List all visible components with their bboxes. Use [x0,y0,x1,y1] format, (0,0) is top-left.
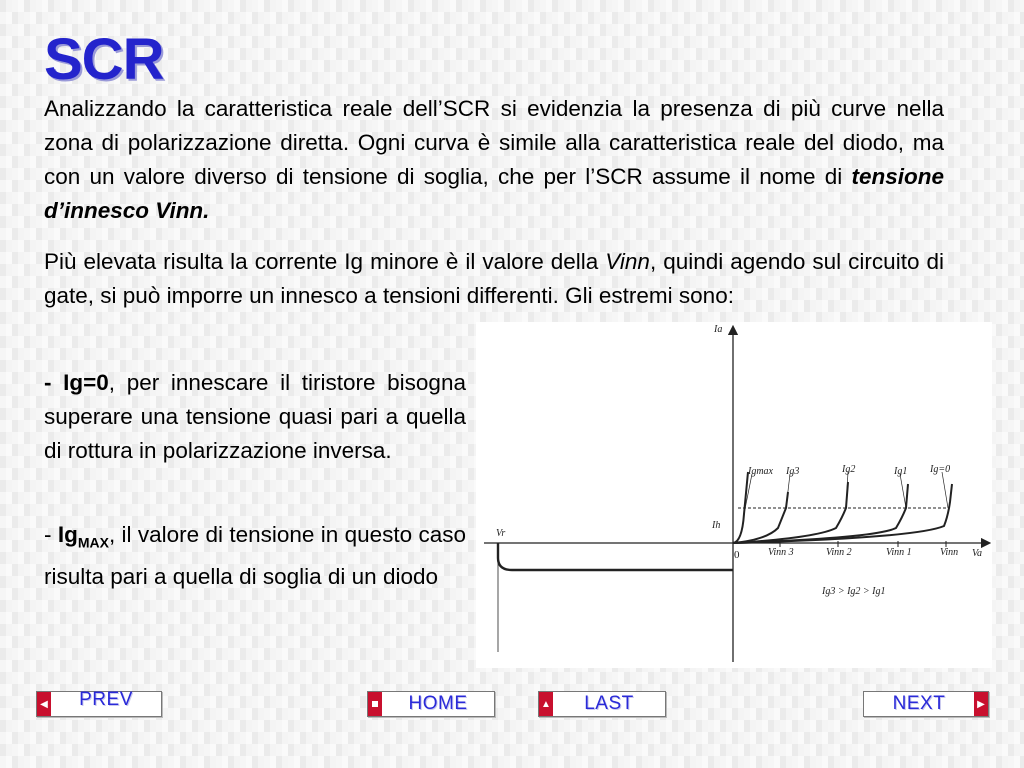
paragraph-intro-emphasis: tensione d’innesco Vinn. [44,164,944,223]
label-ig1: Ig1 [894,466,908,477]
label-vr: Vr [496,528,506,539]
scr-characteristic-diagram [476,322,992,668]
label-ig3: Ig3 [786,466,800,477]
curve-ig1 [733,484,908,543]
paragraph-gate-text-a: Più elevata risulta la corrente Ig minore è il valore della [44,249,606,274]
reverse-curve [498,543,733,570]
paragraph-gate-italic: Vinn [605,249,650,274]
home-square-icon [368,692,382,716]
arrow-up-icon: ▲ [539,692,553,716]
paragraph-gate-current [44,245,944,313]
paragraph-ig-zero-label: - Ig=0 [44,370,109,395]
curve-ig0 [733,484,952,543]
label-va: Va [972,548,982,559]
label-relation: Ig3 > Ig2 > Ig1 [822,586,886,597]
prev-button[interactable] [36,691,162,717]
label-ig0: Ig=0 [930,464,951,475]
paragraph-intro-text: Analizzando la caratteristica reale dell’SCR si evidenzia la presenza di più curve nella zona di polarizzazione diretta. Ogni curva è simile alla caratteristica reale del diodo, ma con un valore diverso di tensione di soglia, che per l’SCR assume il nome di [44,96,944,189]
scr-characteristic-svg [476,322,992,668]
paragraph-ig-max-label: Ig [57,522,78,547]
label-ih: Ih [712,520,721,531]
label-vinn3: Vinn 3 [768,547,794,558]
label-origin: 0 [734,549,740,561]
arrow-right-icon: ▶ [974,692,988,716]
paragraph-ig-max-text: , il valore di tensione in questo caso risulta pari a quella di soglia di un diodo [44,522,466,589]
next-button[interactable] [863,691,989,717]
paragraph-ig-max-prefix: - [44,522,58,547]
label-ia: Ia [714,324,723,335]
paragraph-ig-zero [44,366,466,468]
arrow-left-icon: ◀ [37,692,51,716]
paragraph-ig-max [44,518,466,594]
label-vinn2: Vinn 2 [826,547,852,558]
home-button[interactable] [367,691,495,717]
last-button[interactable] [538,691,666,717]
paragraph-ig-zero-text: , per innescare il tiristore bisogna superare una tensione quasi pari a quella di rottura in polarizzazione inversa. [44,370,466,463]
label-igmax: Igmax [748,466,773,477]
curve-ig3 [733,492,788,543]
label-vinn1: Vinn 1 [886,547,912,558]
last-button-label: LAST [584,693,634,714]
paragraph-ig-max-sub: MAX [77,534,109,551]
page-title: SCR [44,27,164,92]
home-button-label: HOME [408,693,468,714]
curve-ig2 [733,482,848,543]
label-vinn: Vinn [940,547,959,558]
prev-button-label: PREV [79,689,133,710]
paragraph-intro [44,92,944,228]
label-ig2: Ig2 [842,464,856,475]
paragraph-gate-text-b: , quindi agendo sul circuito di gate, si può imporre un innesco a tensioni differenti. Gli estremi sono: [44,249,944,308]
next-button-label: NEXT [892,693,946,714]
